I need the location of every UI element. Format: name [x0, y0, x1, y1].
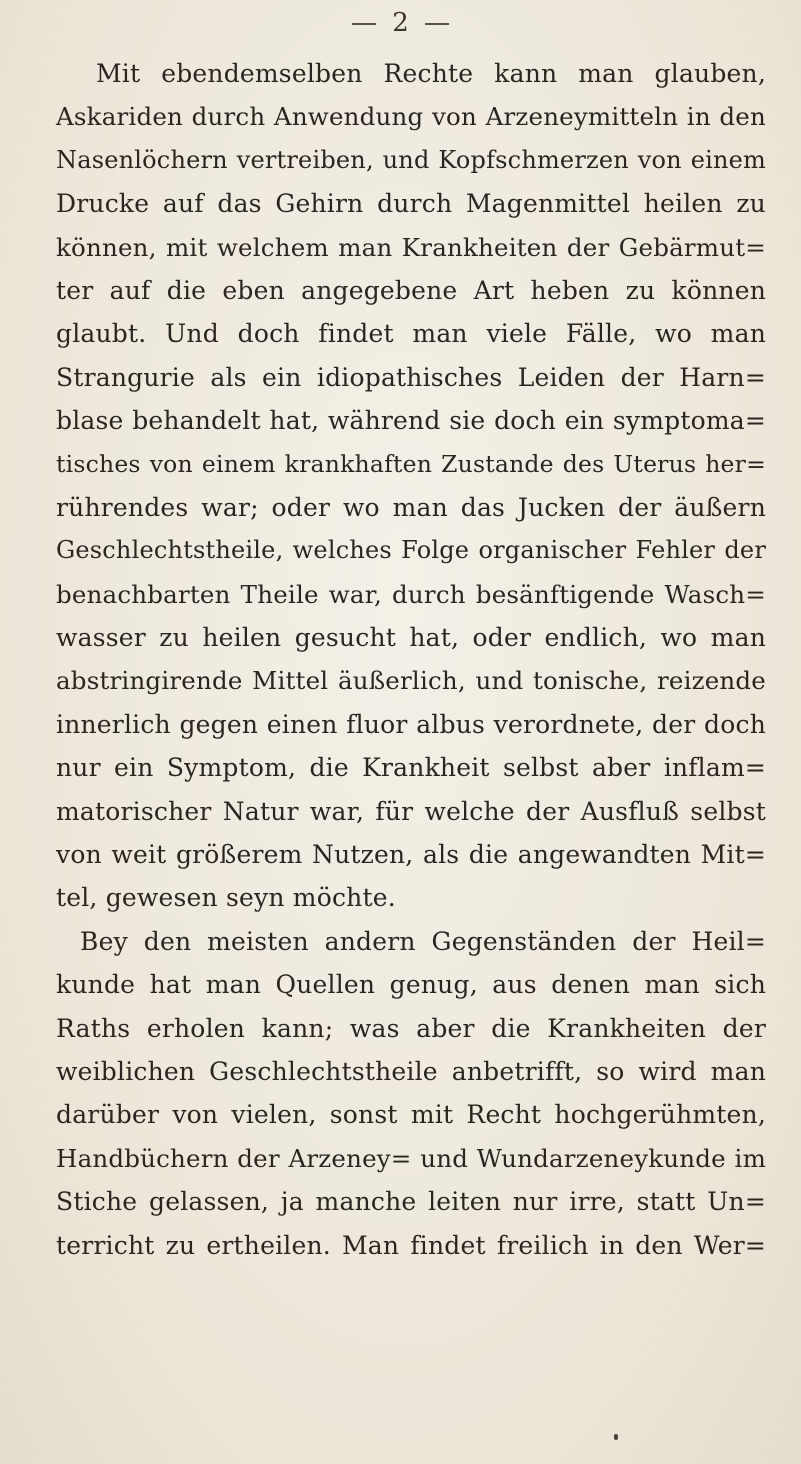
text-line: glaubt. Und doch findet man viele Fälle, wo man [56, 319, 766, 349]
text-line: Handbüchern der Arzeney= und Wundarzeneykunde im [56, 1143, 766, 1173]
text-line: darüber von vielen, sonst mit Recht hochgerühmten, [56, 1100, 766, 1130]
text-line: innerlich gegen einen fluor albus verordnete, der doch [56, 709, 766, 739]
text-line: Askariden durch Anwendung von Arzeneymitteln in den [56, 102, 766, 132]
text-line: Drucke auf das Gehirn durch Magenmittel heilen zu [56, 189, 766, 219]
header-dash-left [352, 23, 376, 25]
text-line: tel, gewesen seyn möchte. [56, 883, 396, 913]
text-line: können, mit welchem man Krankheiten der Gebärmut= [56, 232, 766, 262]
text-line: terricht zu ertheilen. Man findet freilich in den Wer= [56, 1230, 766, 1260]
text-line: Bey den meisten andern Gegenständen der Heil= [80, 926, 766, 956]
text-line: Stiche gelassen, ja manche leiten nur irre, statt Un= [56, 1187, 766, 1217]
text-line: Nasenlöchern vertreiben, und Kopfschmerzen von einem [56, 145, 766, 174]
printer-mark [614, 1434, 618, 1440]
text-line: von weit größerem Nutzen, als die angewandten Mit= [56, 840, 766, 870]
page-number: 2 [392, 8, 409, 38]
page-number-header [0, 8, 801, 38]
text-line: wasser zu heilen gesucht hat, oder endlich, wo man [56, 623, 766, 653]
text-line: kunde hat man Quellen genug, aus denen man sich [56, 970, 766, 1000]
text-line: tisches von einem krankhaften Zustande des Uterus her= [56, 449, 766, 478]
text-line: abstringirende Mittel äußerlich, und tonische, reizende [56, 666, 766, 696]
text-line: Raths erholen kann; was aber die Krankheiten der [56, 1013, 766, 1043]
text-line: nur ein Symptom, die Krankheit selbst aber inflam= [56, 753, 766, 783]
text-line: Geschlechtstheile, welches Folge organischer Fehler der [56, 536, 766, 565]
text-line: matorischer Natur war, für welche der Ausfluß selbst [56, 796, 766, 826]
header-dash-right [425, 23, 449, 25]
text-line: rührendes war; oder wo man das Jucken der äußern [56, 492, 766, 522]
text-line: weiblichen Geschlechtstheile anbetrifft, so wird man [56, 1056, 766, 1086]
body-text [56, 52, 766, 1267]
text-line: blase behandelt hat, während sie doch ein symptoma= [56, 406, 766, 436]
text-line: benachbarten Theile war, durch besänftigende Wasch= [56, 579, 766, 609]
text-line: ter auf die eben angegebene Art heben zu können [56, 275, 766, 305]
text-line: Strangurie als ein idiopathisches Leiden der Harn= [56, 362, 766, 392]
text-line: Mit ebendemselben Rechte kann man glauben, [96, 59, 766, 88]
